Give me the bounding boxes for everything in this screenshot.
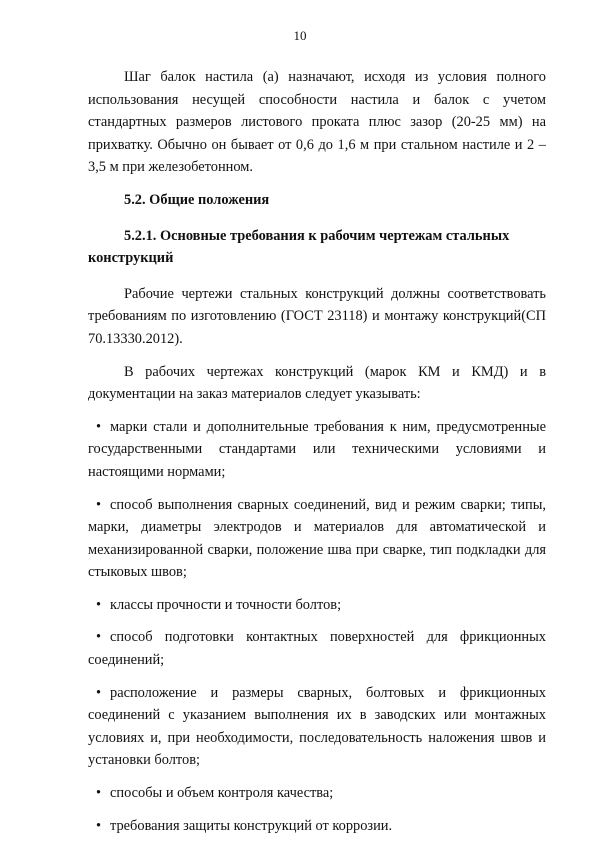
section-heading: 5.2. Общие положения bbox=[124, 191, 270, 208]
bullet-icon: • bbox=[96, 817, 102, 834]
list-item bbox=[88, 815, 546, 838]
list-item-text: классы прочности и точности болтов; bbox=[110, 596, 342, 613]
list-item-text: способ подготовки контактных поверхностей для фрикционных соединений; bbox=[88, 629, 546, 669]
intro-paragraph: Шаг балок настила (а) назначают, исходя из условия полного использования несущей способности настила и балок с учетом стандартных размеров листового проката плюс зазор (20-25 мм) на прихватку. Обычно он бывает от 0,6 до 1,6 м при стальном настиле и 2 – 3,5 м при железобетонном. bbox=[88, 69, 546, 176]
list-item bbox=[88, 494, 546, 584]
list-intro-paragraph: В рабочих чертежах конструкций (марок КМ и КМД) и в документации на заказ материалов следует указывать: bbox=[88, 363, 546, 403]
subsection-heading: 5.2.1. Основные требования к рабочим чертежам стальных конструкций bbox=[88, 227, 510, 267]
requirements-list bbox=[88, 416, 546, 838]
page-number: 10 bbox=[293, 28, 307, 43]
bullet-icon: • bbox=[96, 684, 102, 701]
list-item bbox=[88, 626, 546, 671]
bullet-icon: • bbox=[96, 496, 102, 513]
list-item bbox=[88, 782, 546, 805]
bullet-icon: • bbox=[96, 629, 102, 646]
requirements-paragraph: Рабочие чертежи стальных конструкций должны соответствовать требованиям по изготовлению (ГОСТ 23118) и монтажу конструкций(СП 70.13330.2012). bbox=[88, 285, 546, 347]
bullet-icon: • bbox=[96, 596, 102, 613]
list-item bbox=[88, 682, 546, 772]
bullet-icon: • bbox=[96, 418, 102, 435]
list-item-text: требования защиты конструкций от коррозии. bbox=[110, 817, 393, 834]
list-item-text: марки стали и дополнительные требования к ним, предусмотренные государственными стандартами или техническими условиями и настоящими нормами; bbox=[88, 418, 546, 480]
list-item-text: способ выполнения сварных соединений, вид и режим сварки; типы, марки, диаметры электродов и материалов для автоматической и механизированной сварки, положение шва при сварке, тип подкладки для стыковых швов; bbox=[88, 496, 546, 581]
bullet-icon: • bbox=[96, 785, 102, 802]
list-item bbox=[88, 416, 546, 484]
list-item-text: расположение и размеры сварных, болтовых и фрикционных соединений с указанием выполнения их в заводских или монтажных условиях и, при необходимости, последовательность наложения швов и установки болтов; bbox=[88, 684, 546, 769]
list-item bbox=[88, 594, 546, 617]
page-content bbox=[88, 66, 546, 847]
list-item-text: способы и объем контроля качества; bbox=[110, 785, 334, 802]
